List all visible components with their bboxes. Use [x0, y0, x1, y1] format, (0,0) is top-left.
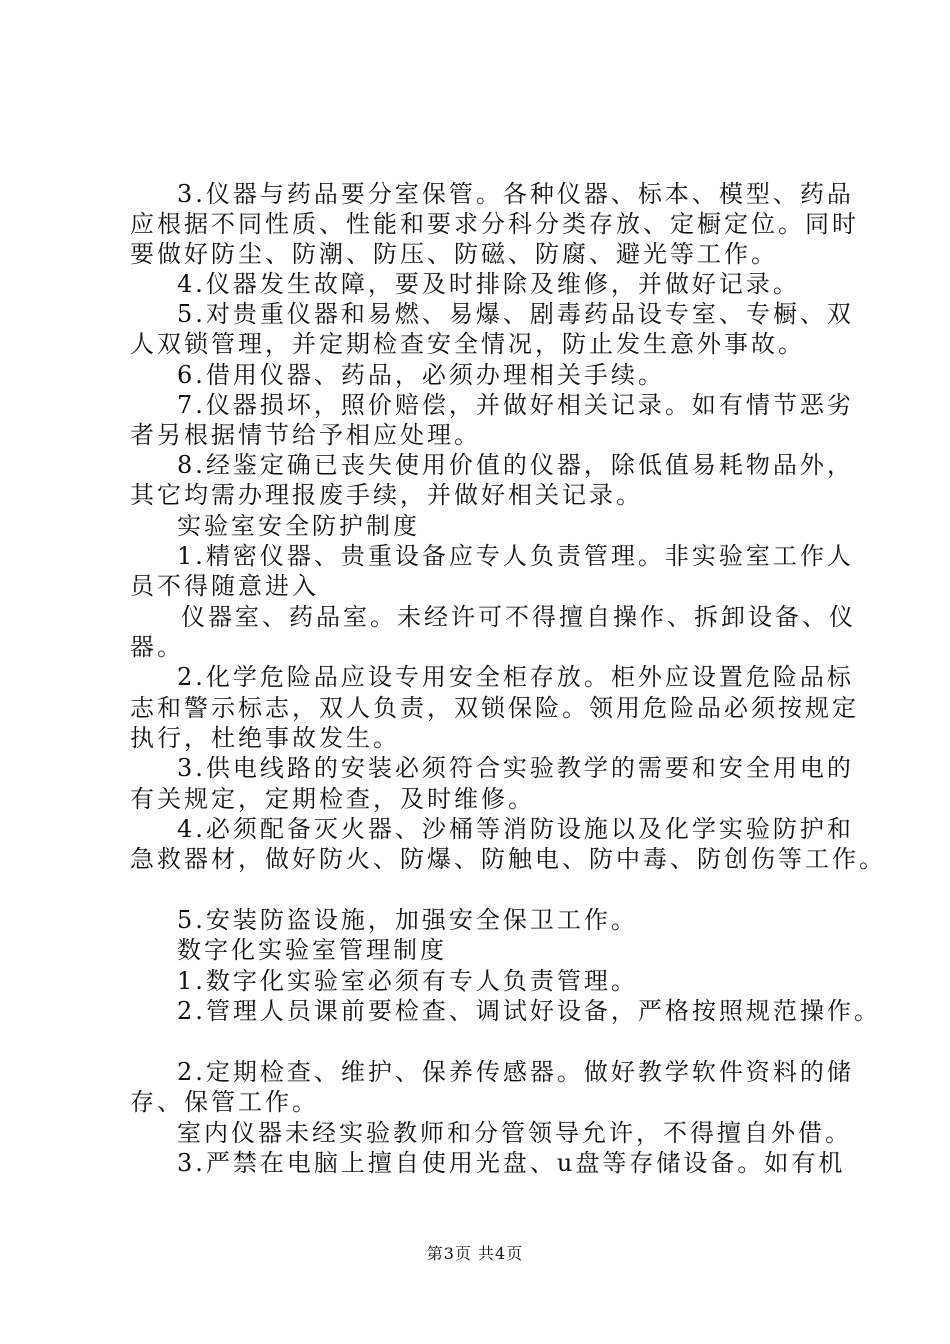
text-line: 1.精密仪器、贵重设备应专人负责管理。非实验室工作人	[177, 542, 854, 570]
section-heading: 实验室安全防护制度	[177, 512, 420, 540]
page-number-footer: 第3页 共4页	[426, 1244, 524, 1263]
text-line: 3.仪器与药品要分室保管。各种仪器、标本、模型、药品	[177, 180, 854, 208]
text-line: 要做好防尘、防潮、防压、防磁、防腐、避光等工作。	[130, 240, 778, 268]
text-line: 其它均需办理报废手续，并做好相关记录。	[130, 481, 643, 509]
text-line: 3.供电线路的安装必须符合实验教学的需要和安全用电的	[177, 754, 854, 782]
text-line: 急救器材，做好防火、防爆、防触电、防中毒、防创伤等工作。	[130, 845, 886, 873]
text-line: 4.必须配备灭火器、沙桶等消防设施以及化学实验防护和	[177, 815, 854, 843]
text-line: 员不得随意进入	[130, 572, 319, 600]
text-line: 室内仪器未经实验教师和分管领导允许，不得擅自外借。	[177, 1119, 852, 1147]
text-line: 2.管理人员课前要检查、调试好设备，严格按照规范操作。	[177, 997, 881, 1025]
text-line: 仪器室、药品室。未经许可不得擅自操作、拆卸设备、仪	[181, 603, 856, 631]
text-line: 存、保管工作。	[130, 1088, 319, 1116]
text-line: 人双锁管理，并定期检查安全情况，防止发生意外事故。	[130, 330, 805, 358]
text-line: 7.仪器损坏，照价赔偿，并做好相关记录。如有情节恶劣	[177, 391, 854, 419]
section-heading: 数字化实验室管理制度	[177, 936, 447, 964]
text-line: 5.安装防盗设施，加强安全保卫工作。	[177, 906, 638, 934]
text-line: 2.化学危险品应设专用安全柜存放。柜外应设置危险品标	[177, 663, 854, 691]
text-line: 3.严禁在电脑上擅自使用光盘、u盘等存储设备。如有机	[177, 1149, 846, 1177]
text-line: 应根据不同性质、性能和要求分科分类存放、定橱定位。同时	[130, 210, 859, 238]
text-line: 有关规定，定期检查，及时维修。	[130, 785, 535, 813]
text-line: 2.定期检查、维护、保养传感器。做好教学软件资料的储	[177, 1058, 854, 1086]
text-line: 8.经鉴定确已丧失使用价值的仪器，除低值易耗物品外，	[177, 451, 854, 479]
text-line: 执行，杜绝事故发生。	[130, 724, 400, 752]
text-line: 志和警示标志，双人负责，双锁保险。领用危险品必须按规定	[130, 694, 859, 722]
text-line: 器。	[130, 633, 184, 661]
text-line: 者另根据情节给予相应处理。	[130, 421, 481, 449]
text-line: 6.借用仪器、药品，必须办理相关手续。	[177, 361, 665, 389]
text-line: 5.对贵重仪器和易燃、易爆、剧毒药品设专室、专橱、双	[177, 300, 854, 328]
text-line: 1.数字化实验室必须有专人负责管理。	[177, 967, 638, 995]
text-line: 4.仪器发生故障，要及时排除及维修，并做好记录。	[177, 270, 800, 298]
